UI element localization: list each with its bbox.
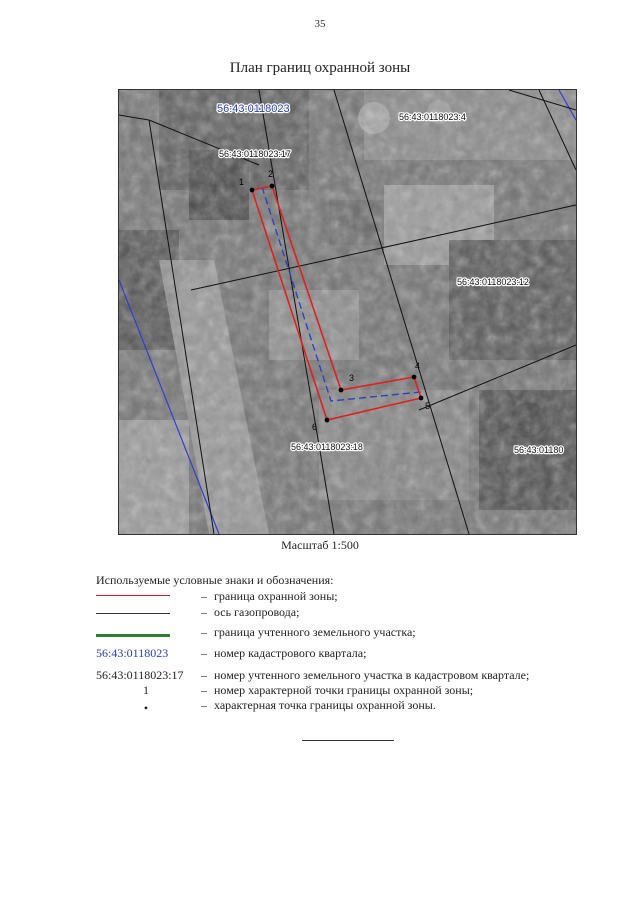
- legend-text: номер учтенного земельного участка в кадастровом квартале;: [214, 668, 530, 682]
- legend-item-quarter-number: [96, 646, 616, 662]
- legend-symbol-point-dot: •: [143, 701, 149, 715]
- map-frame[interactable]: [118, 89, 577, 535]
- legend-dash: –: [201, 625, 207, 639]
- point-6-label: 6: [312, 422, 318, 432]
- legend-item-protection-zone: [96, 589, 616, 605]
- legend-symbol-red-line: [96, 589, 196, 605]
- quarter-label: 56:43:0118023: [217, 103, 290, 115]
- legend-item-point-marker: [96, 698, 616, 714]
- parcel-label-18: 56:43:0118023:18: [291, 442, 363, 452]
- point-4-marker: [412, 375, 417, 380]
- legend-dash: –: [201, 698, 207, 712]
- legend-item-parcel-boundary: [96, 625, 616, 641]
- point-3-label: 3: [349, 373, 355, 383]
- parcel-label-cut: 56:43:01180: [514, 445, 564, 455]
- legend-text: граница учтенного земельного участка;: [214, 625, 416, 639]
- point-1-label: 1: [239, 177, 245, 187]
- legend-symbol-axis-line: [96, 605, 196, 621]
- legend-dash: –: [201, 646, 207, 660]
- legend-text: номер кадастрового квартала;: [214, 646, 367, 660]
- point-2-marker: [270, 184, 275, 189]
- legend-text: граница охранной зоны;: [214, 589, 338, 603]
- aerial-photo: [119, 90, 576, 534]
- legend-symbol-parcel-number: 56:43:0118023:17: [96, 668, 184, 682]
- legend-symbol-quarter-number: 56:43:0118023: [96, 646, 169, 660]
- legend-dash: –: [201, 589, 207, 603]
- page-number: 35: [314, 18, 326, 30]
- point-1-marker: [250, 188, 255, 193]
- point-6-marker: [325, 418, 330, 423]
- point-3-marker: [339, 388, 344, 393]
- legend-text: номер характерной точки границы охранной зоны;: [214, 683, 474, 697]
- legend-symbol-green-line: [96, 625, 196, 641]
- point-5-label: 5: [425, 401, 431, 411]
- point-4-label: 4: [415, 361, 421, 371]
- point-2-label: 2: [268, 169, 274, 179]
- parcel-label-17: 56:43:0118023:17: [219, 149, 291, 159]
- legend-symbol-point-number: 1: [143, 683, 149, 697]
- parcel-label-4: 56:43:0118023:4: [399, 112, 466, 122]
- legend-dash: –: [201, 605, 207, 619]
- map-svg[interactable]: [119, 90, 576, 534]
- legend-item-parcel-number: [96, 668, 616, 684]
- bottom-divider: [302, 740, 394, 741]
- legend-dash: –: [201, 668, 207, 682]
- legend-item-point-number: [96, 683, 616, 699]
- legend-heading: Используемые условные знаки и обозначения:: [96, 573, 334, 587]
- document-title: План границ охранной зоны: [229, 60, 411, 76]
- legend-dash: –: [201, 683, 207, 697]
- legend-text: характерная точка границы охранной зоны.: [214, 698, 436, 712]
- legend-text: ось газопровода;: [214, 605, 300, 619]
- parcel-label-12: 56:43:0118023:12: [457, 277, 529, 287]
- point-5-marker: [419, 396, 424, 401]
- legend-item-gas-axis: [96, 605, 616, 621]
- scale-label: Масштаб 1:500: [281, 538, 359, 552]
